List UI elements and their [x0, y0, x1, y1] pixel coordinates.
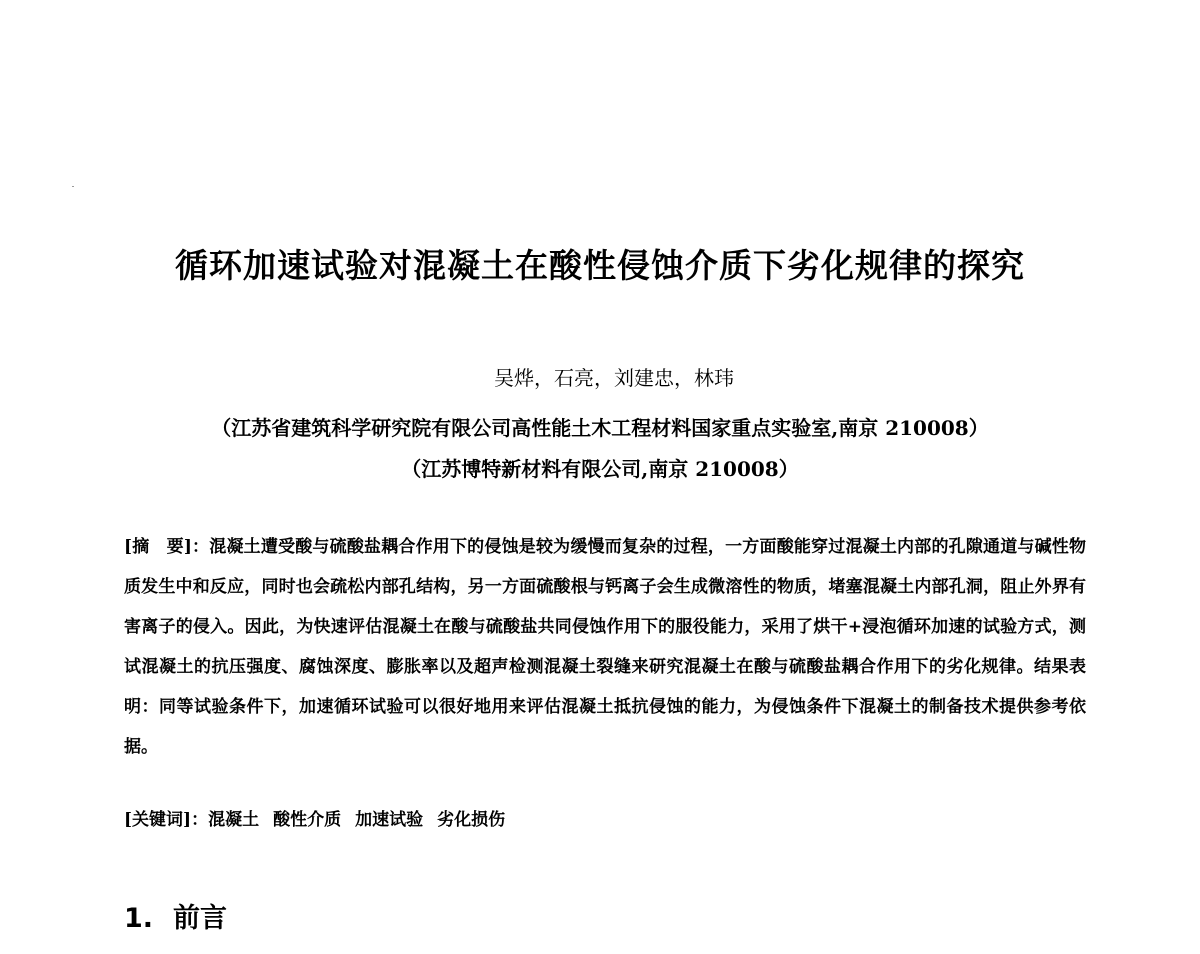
- keywords: [124, 800, 1086, 840]
- keyword-item: 加速试验: [355, 810, 424, 830]
- abstract-text: 混凝土遭受酸与硫酸盐耦合作用下的侵蚀是较为缓慢而复杂的过程，一方面酸能穿过混凝土内部的孔隙通道与碱性物质发生中和反应，同时也会疏松内部孔结构，另一方面硫酸根与钙离子会生成微溶性的物质，堵塞混凝土内部孔洞，阻止外界有害离子的侵入。因此，为快速评估混凝土在酸与硫酸盐共同侵蚀作用下的服役能力，采用了烘干+浸泡循环加速的试验方式，测试混凝土的抗压强度、腐蚀深度、膨胀率以及超声检测混凝土裂缝来研究混凝土在酸与硫酸盐耦合作用下的劣化规律。结果表明：同等试验条件下，加速循环试验可以很好地用来评估混凝土抵抗侵蚀的能力，为侵蚀条件下混凝土的制备技术提供参考依据。: [124, 537, 1087, 757]
- author-list: 吴烨，石亮，刘建忠，林玮: [494, 366, 734, 390]
- affiliation-1: （江苏省建筑科学研究院有限公司高性能土木工程材料国家重点实验室,南京 210008）: [211, 416, 989, 440]
- section-title: 前言: [173, 903, 228, 934]
- keyword-item: 混凝土: [208, 810, 260, 830]
- section-heading: [124, 893, 227, 945]
- keyword-item: 劣化损伤: [437, 810, 506, 830]
- section-number: 1.: [124, 903, 154, 934]
- keyword-item: 酸性介质: [273, 810, 342, 830]
- affiliation-2: （江苏博特新材料有限公司,南京 210008）: [401, 457, 799, 481]
- scan-speck: [72, 186, 74, 187]
- abstract-label: [摘 要]：: [124, 537, 210, 557]
- paper-title: 循环加速试验对混凝土在酸性侵蚀介质下劣化规律的探究: [175, 246, 1025, 285]
- abstract: [124, 527, 1086, 767]
- keywords-label: [关键词]：: [124, 810, 209, 830]
